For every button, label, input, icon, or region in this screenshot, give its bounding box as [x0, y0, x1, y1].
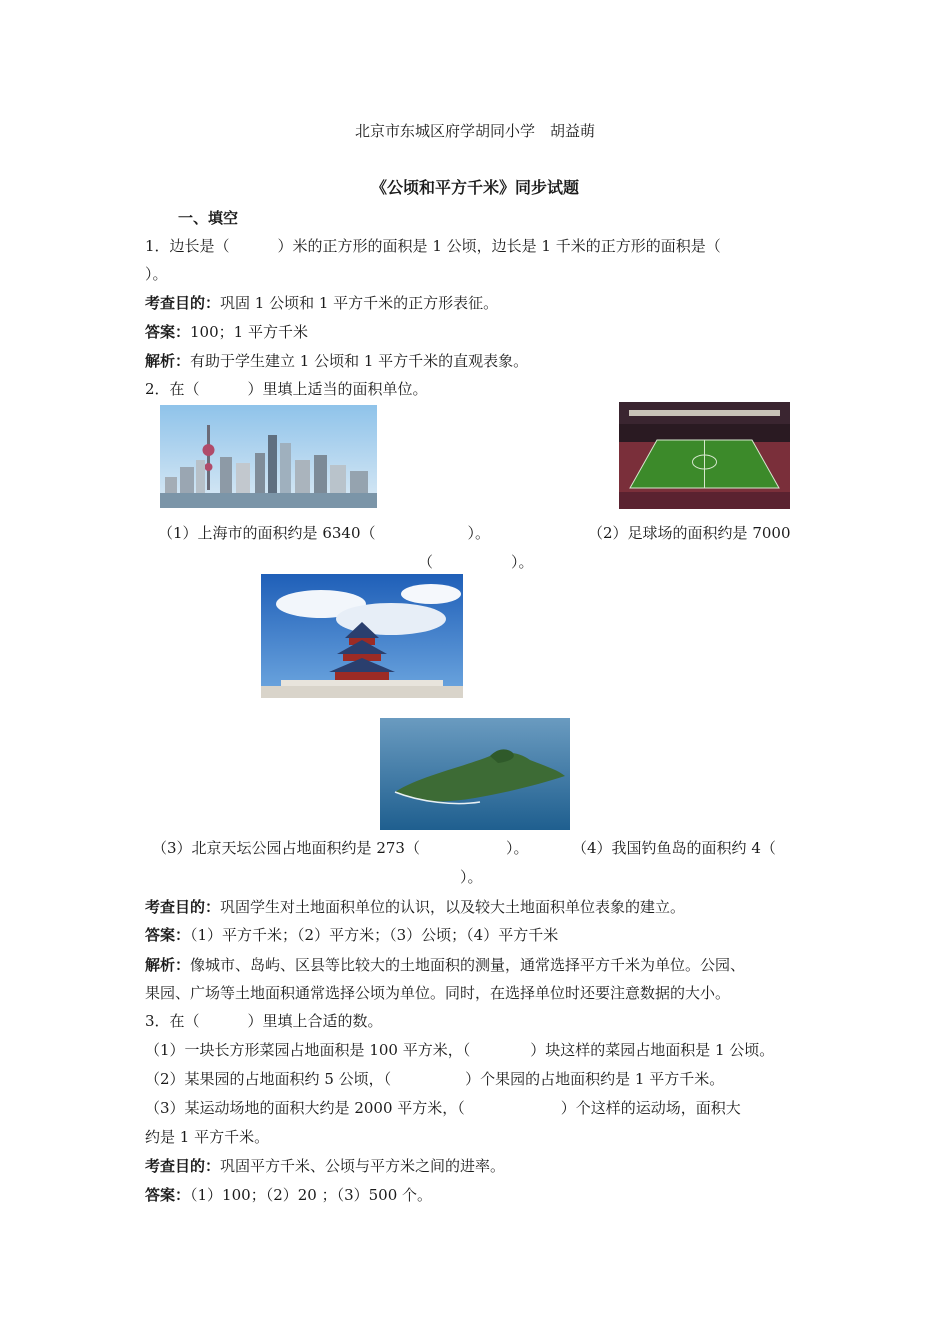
purpose-label: 考查目的：: [145, 898, 221, 916]
q2-item1: [158, 523, 490, 543]
q2-answer: [145, 925, 558, 945]
analysis-label: 解析：: [145, 352, 191, 370]
q3-purpose: [145, 1156, 505, 1176]
q1-answer: [145, 322, 308, 342]
q3-item3: [145, 1098, 741, 1118]
author-line: 北京市东城区府学胡同小学 胡益萌: [354, 122, 595, 140]
q3-item2: [145, 1069, 724, 1089]
q3-item1-a: （1）一块长方形菜园占地面积是 100 平方米，（: [145, 1041, 471, 1059]
q1-purpose: [145, 293, 498, 313]
answer-label: 答案：: [145, 1186, 191, 1204]
q2-item3: [152, 838, 528, 858]
q1-line2: ）。: [145, 265, 168, 283]
football-stadium-photo: [619, 402, 790, 509]
q2-item3-a: （3）北京天坛公园占地面积约是 273（: [152, 839, 420, 857]
q3-answer: [145, 1185, 432, 1205]
q2-stem: [145, 379, 428, 399]
q2-item2: （2）足球场的面积约是 7000: [588, 524, 791, 542]
q2-analysis-text-1: 像城市、岛屿、区县等比较大的土地面积的测量，通常选择平方千米为单位。公园、: [190, 956, 746, 974]
shanghai-skyline-photo: [160, 405, 377, 508]
q3-item3-a: （3）某运动场地的面积大约是 2000 平方米，（: [145, 1099, 465, 1117]
q2-item1-b: ）。: [467, 524, 491, 542]
q2-analysis: [145, 955, 745, 975]
q2-answer-text: （1）平方千米；（2）平方米；（3）公顷；（4）平方千米: [190, 926, 559, 944]
q3-item1-b: ）块这样的菜园占地面积是 1 公顷。: [530, 1041, 775, 1059]
q3-stem-b: ）里填上合适的数。: [247, 1012, 383, 1030]
q2-item2-c: ）。: [511, 553, 534, 571]
purpose-label: 考查目的：: [145, 1157, 221, 1175]
q2-stem-b: ）里填上适当的面积单位。: [247, 380, 428, 398]
q3-item1: [145, 1040, 774, 1060]
q2-item4-cont: ）。: [460, 868, 483, 886]
q3-answer-text: （1）100；（2）20 ；（3）500 个。: [190, 1186, 433, 1204]
q1-text-a: 1．边长是（: [145, 237, 230, 255]
q3-item2-a: （2）某果园的占地面积约 5 公顷，（: [145, 1070, 392, 1088]
q1-analysis: [145, 351, 528, 371]
temple-of-heaven-photo: [261, 574, 463, 698]
q3-item3-b: ）个这样的运动场，面积大: [560, 1099, 741, 1117]
q2-purpose: [145, 897, 685, 917]
q3-purpose-text: 巩固平方千米、公顷与平方米之间的进率。: [220, 1157, 506, 1175]
q3-item3-cont: 约是 1 平方千米。: [145, 1128, 270, 1146]
q2-item2-cont: [418, 552, 534, 572]
purpose-label: 考查目的：: [145, 294, 221, 312]
q3-item2-b: ）个果园的占地面积约是 1 平方千米。: [465, 1070, 725, 1088]
q3-stem: [145, 1011, 383, 1031]
q1-answer-text: 100；1 平方千米: [190, 323, 308, 341]
q1-text-b: ）米的正方形的面积是 1 公顷，边长是 1 千米的正方形的面积是（: [277, 237, 721, 255]
section-heading: 一、填空: [178, 209, 239, 227]
diaoyu-island-photo: [380, 718, 570, 830]
q2-purpose-text: 巩固学生对土地面积单位的认识，以及较大土地面积单位表象的建立。: [220, 898, 686, 916]
q2-item3-b: ）。: [505, 839, 529, 857]
q1-purpose-text: 巩固 1 公顷和 1 平方千米的正方形表征。: [220, 294, 499, 312]
answer-label: 答案：: [145, 926, 191, 944]
q2-analysis-line2: 果园、广场等土地面积通常选择公顷为单位。同时，在选择单位时还要注意数据的大小。: [145, 984, 731, 1002]
q2-stem-a: 2．在（: [145, 380, 200, 398]
q3-stem-a: 3．在（: [145, 1012, 200, 1030]
analysis-label: 解析：: [145, 956, 191, 974]
page-title: 《公顷和平方千米》同步试题: [370, 178, 579, 197]
q2-item4: （4）我国钓鱼岛的面积约 4（: [572, 839, 776, 857]
q1-line1: [145, 236, 721, 256]
answer-label: 答案：: [145, 323, 191, 341]
q2-item2-b: （: [418, 553, 434, 571]
q1-analysis-text: 有助于学生建立 1 公顷和 1 平方千米的直观表象。: [190, 352, 529, 370]
q2-item1-a: （1）上海市的面积约是 6340（: [158, 524, 376, 542]
